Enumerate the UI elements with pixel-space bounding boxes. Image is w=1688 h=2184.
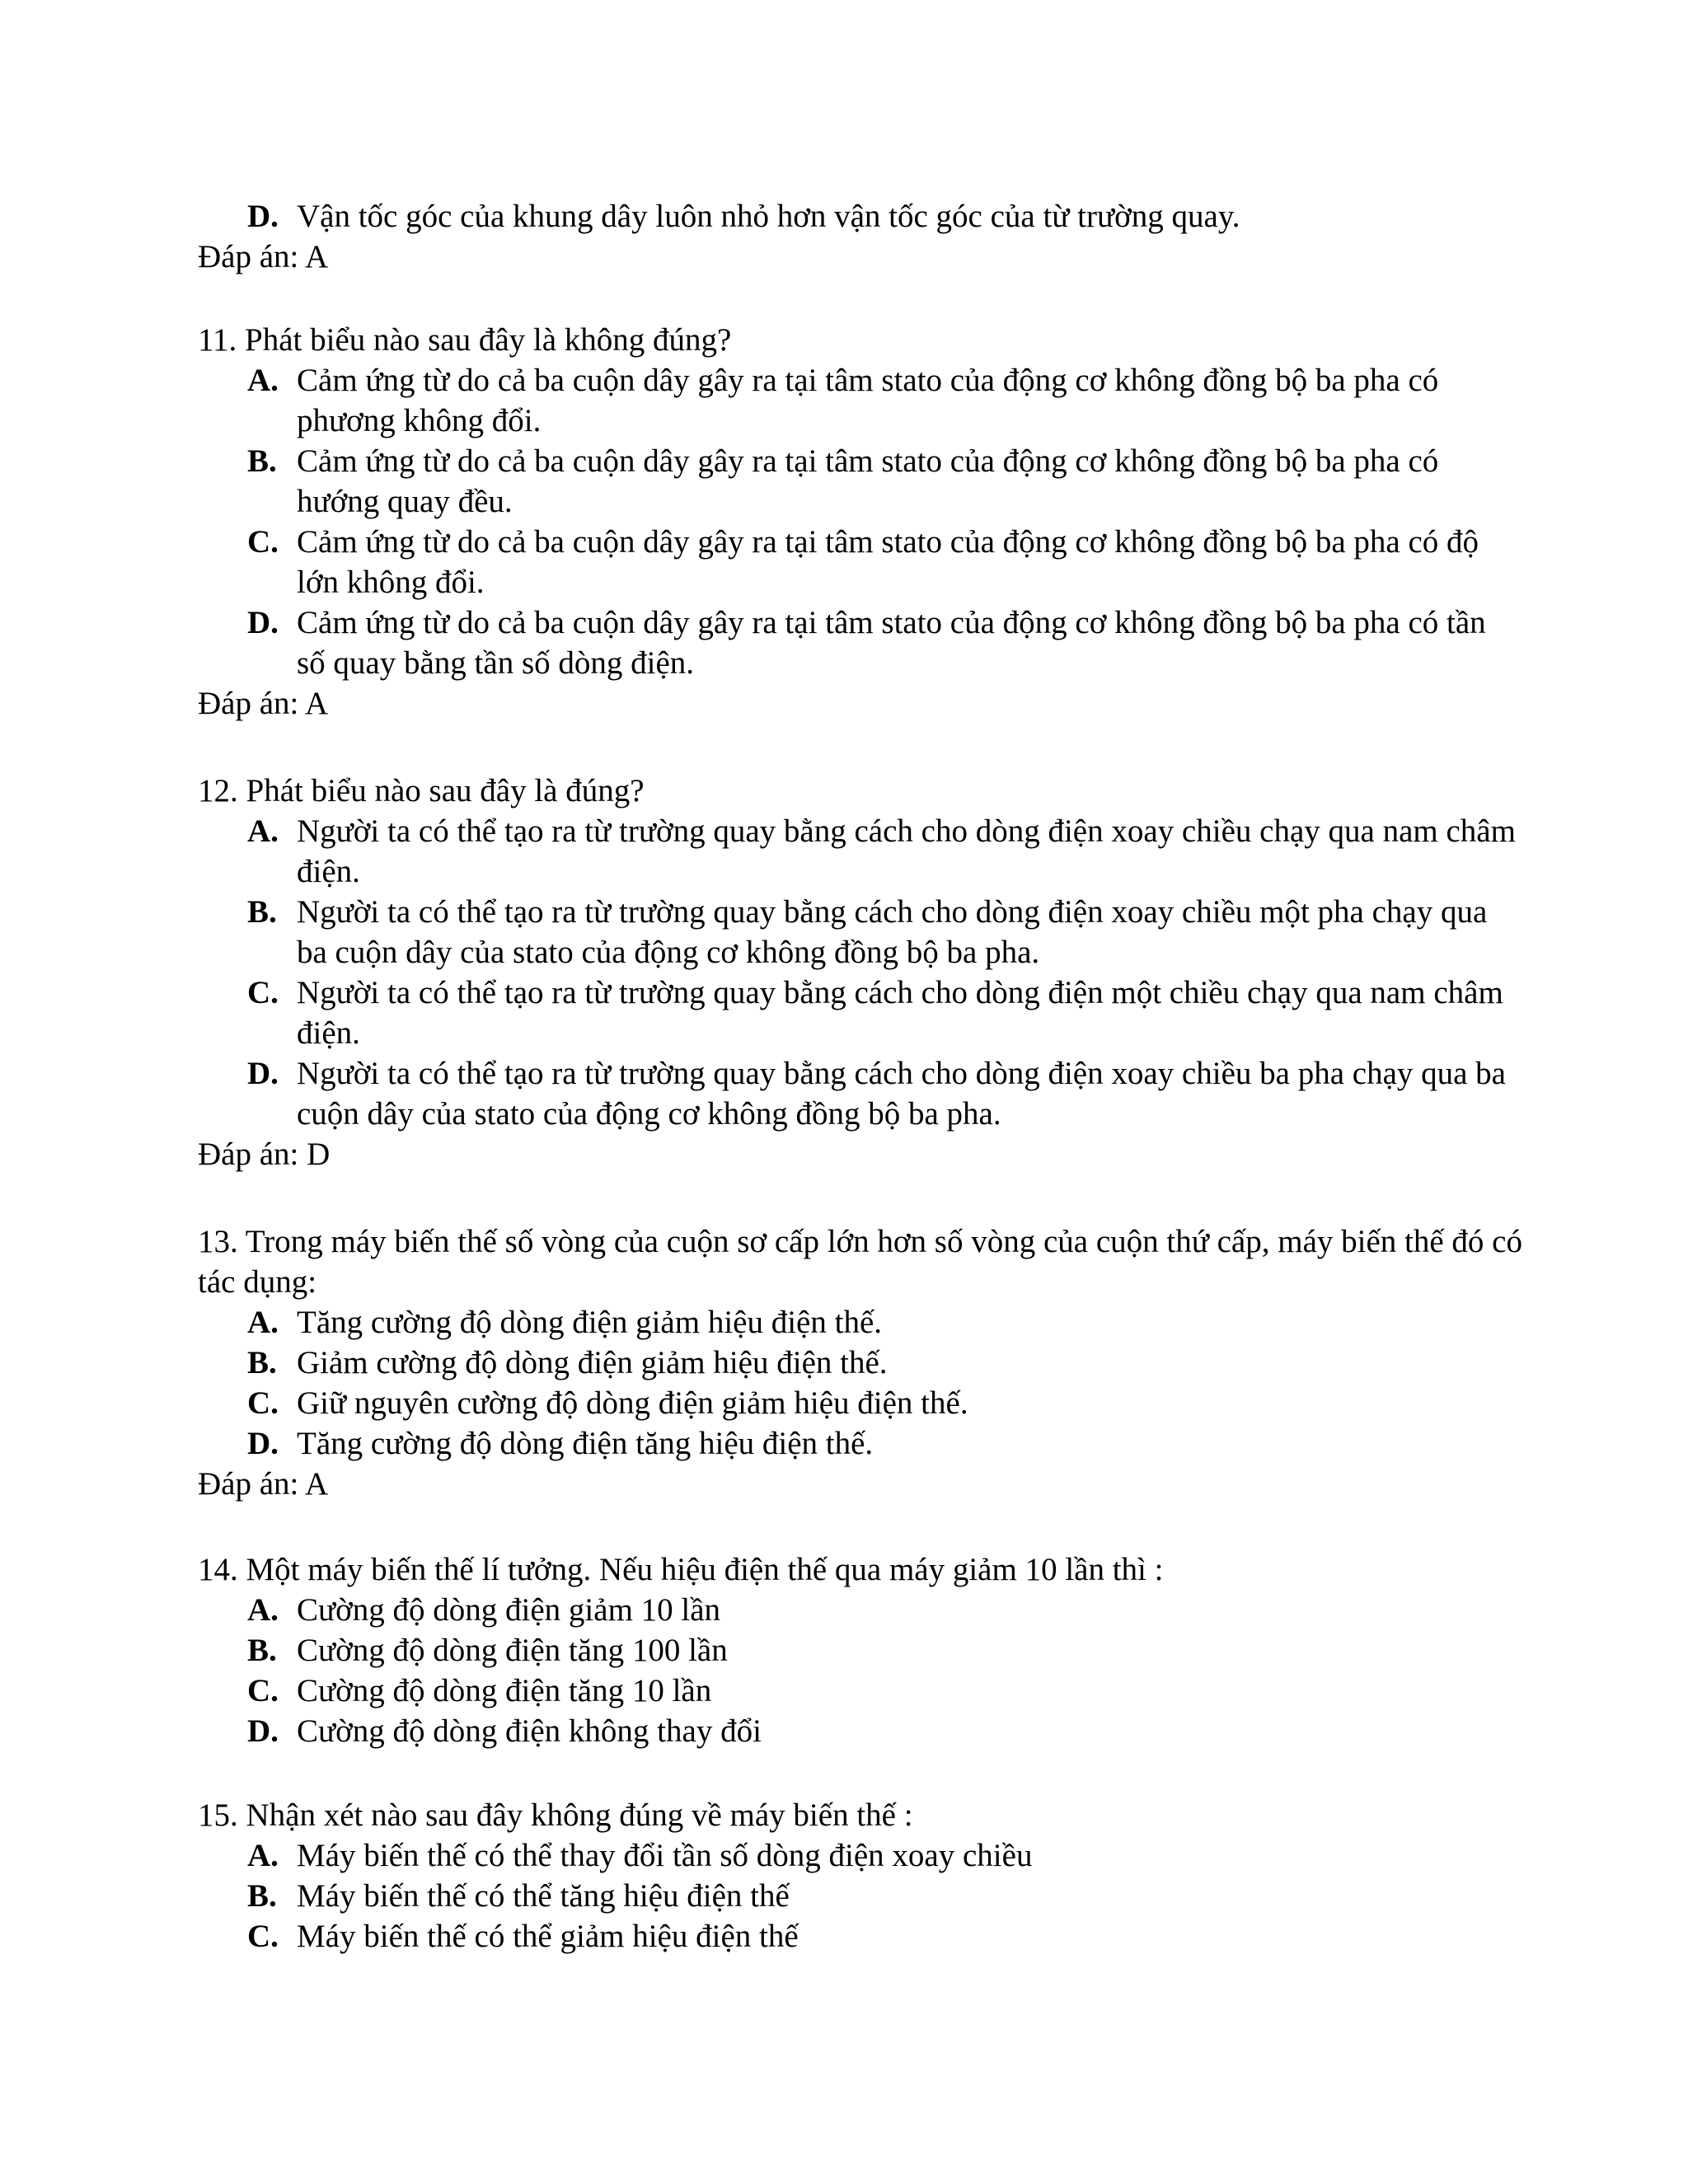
option-text: Cảm ứng từ do cả ba cuộn dây gây ra tại tâm stato của động cơ không đồng bộ ba pha có hướng quay đều. bbox=[297, 443, 1439, 519]
option-b bbox=[198, 892, 1550, 972]
option-letter: A. bbox=[247, 363, 279, 398]
option-c bbox=[198, 522, 1550, 602]
option-a bbox=[198, 360, 1550, 441]
question-stem: 13. Trong máy biến thế số vòng của cuộn sơ cấp lớn hơn số vòng của cuộn thứ cấp, máy biến thế đó có tác dụng: bbox=[198, 1224, 1522, 1300]
answer-line: Đáp án: D bbox=[198, 1137, 331, 1172]
option-letter: A. bbox=[247, 1305, 279, 1340]
option-c bbox=[198, 1916, 1550, 1957]
question-11 bbox=[198, 320, 1550, 724]
option-text: Máy biến thế có thể thay đổi tần số dòng điện xoay chiều bbox=[297, 1838, 1033, 1873]
option-text: Người ta có thể tạo ra từ trường quay bằng cách cho dòng điện xoay chiều chạy qua nam châm điện. bbox=[297, 813, 1516, 889]
option-letter: D. bbox=[247, 199, 279, 234]
option-letter: A. bbox=[247, 813, 279, 849]
option-letter: B. bbox=[247, 1345, 277, 1380]
option-letter: D. bbox=[247, 1056, 279, 1091]
option-d bbox=[198, 1053, 1550, 1134]
option-text: Cường độ dòng điện tăng 100 lần bbox=[297, 1633, 728, 1668]
option-b bbox=[198, 1343, 1550, 1383]
question-15 bbox=[198, 1795, 1550, 1957]
option-letter: A. bbox=[247, 1838, 279, 1873]
option-d bbox=[198, 196, 1550, 237]
option-text: Tăng cường độ dòng điện tăng hiệu điện thế. bbox=[297, 1426, 874, 1461]
option-letter: B. bbox=[247, 443, 277, 479]
option-text: Vận tốc góc của khung dây luôn nhỏ hơn vận tốc góc của từ trường quay. bbox=[297, 199, 1240, 234]
question-14 bbox=[198, 1549, 1550, 1751]
option-text: Giữ nguyên cường độ dòng điện giảm hiệu điện thế. bbox=[297, 1385, 968, 1421]
option-text: Cường độ dòng điện không thay đổi bbox=[297, 1713, 762, 1749]
answer-line: Đáp án: A bbox=[198, 1466, 329, 1502]
question-stem: 12. Phát biểu nào sau đây là đúng? bbox=[198, 773, 645, 808]
option-letter: B. bbox=[247, 894, 277, 930]
option-letter: D. bbox=[247, 1713, 279, 1749]
option-d bbox=[198, 1711, 1550, 1751]
option-b bbox=[198, 441, 1550, 522]
option-letter: D. bbox=[247, 1426, 279, 1461]
answer-line: Đáp án: A bbox=[198, 239, 329, 274]
option-text: Người ta có thể tạo ra từ trường quay bằng cách cho dòng điện xoay chiều ba pha chạy qua ba cuộn dây của stato của động cơ không đồng bộ ba pha. bbox=[297, 1056, 1506, 1132]
option-text: Máy biến thế có thể tăng hiệu điện thế bbox=[297, 1878, 790, 1914]
option-letter: B. bbox=[247, 1633, 277, 1668]
option-letter: A. bbox=[247, 1592, 279, 1628]
option-c bbox=[198, 1383, 1550, 1423]
option-text: Cảm ứng từ do cả ba cuộn dây gây ra tại tâm stato của động cơ không đồng bộ ba pha có độ lớn không đổi. bbox=[297, 524, 1479, 600]
option-text: Giảm cường độ dòng điện giảm hiệu điện thế. bbox=[297, 1345, 888, 1380]
option-text: Cường độ dòng điện tăng 10 lần bbox=[297, 1673, 712, 1708]
answer-line: Đáp án: A bbox=[198, 686, 329, 721]
option-letter: C. bbox=[247, 524, 279, 560]
option-a bbox=[198, 1835, 1550, 1876]
option-a bbox=[198, 1590, 1550, 1630]
option-text: Máy biến thế có thể giảm hiệu điện thế bbox=[297, 1919, 799, 1954]
option-text: Người ta có thể tạo ra từ trường quay bằng cách cho dòng điện một chiều chạy qua nam châm điện. bbox=[297, 975, 1503, 1051]
option-text: Tăng cường độ dòng điện giảm hiệu điện thế. bbox=[297, 1305, 883, 1340]
question-stem: 14. Một máy biến thế lí tưởng. Nếu hiệu điện thế qua máy giảm 10 lần thì : bbox=[198, 1552, 1164, 1587]
question-13 bbox=[198, 1221, 1550, 1504]
option-text: Cường độ dòng điện giảm 10 lần bbox=[297, 1592, 721, 1628]
option-text: Cảm ứng từ do cả ba cuộn dây gây ra tại tâm stato của động cơ không đồng bộ ba pha có tần số quay bằng tần số dòng điện. bbox=[297, 605, 1486, 681]
option-a bbox=[198, 1302, 1550, 1343]
option-b bbox=[198, 1630, 1550, 1671]
option-letter: C. bbox=[247, 1919, 279, 1954]
question-stem: 15. Nhận xét nào sau đây không đúng về máy biến thế : bbox=[198, 1797, 913, 1833]
option-letter: C. bbox=[247, 1673, 279, 1708]
question-stem: 11. Phát biểu nào sau đây là không đúng? bbox=[198, 322, 732, 358]
carry-over-block bbox=[198, 196, 1550, 277]
option-letter: B. bbox=[247, 1878, 277, 1914]
option-c bbox=[198, 1671, 1550, 1711]
option-a bbox=[198, 811, 1550, 892]
option-d bbox=[198, 602, 1550, 683]
option-letter: C. bbox=[247, 1385, 279, 1421]
option-c bbox=[198, 972, 1550, 1053]
option-text: Cảm ứng từ do cả ba cuộn dây gây ra tại tâm stato của động cơ không đồng bộ ba pha có phương không đổi. bbox=[297, 363, 1439, 438]
option-letter: D. bbox=[247, 605, 279, 640]
question-12 bbox=[198, 771, 1550, 1174]
option-d bbox=[198, 1423, 1550, 1464]
option-letter: C. bbox=[247, 975, 279, 1010]
option-b bbox=[198, 1876, 1550, 1916]
option-text: Người ta có thể tạo ra từ trường quay bằng cách cho dòng điện xoay chiều một pha chạy qua ba cuộn dây của stato của động cơ không đồng bộ ba pha. bbox=[297, 894, 1488, 970]
